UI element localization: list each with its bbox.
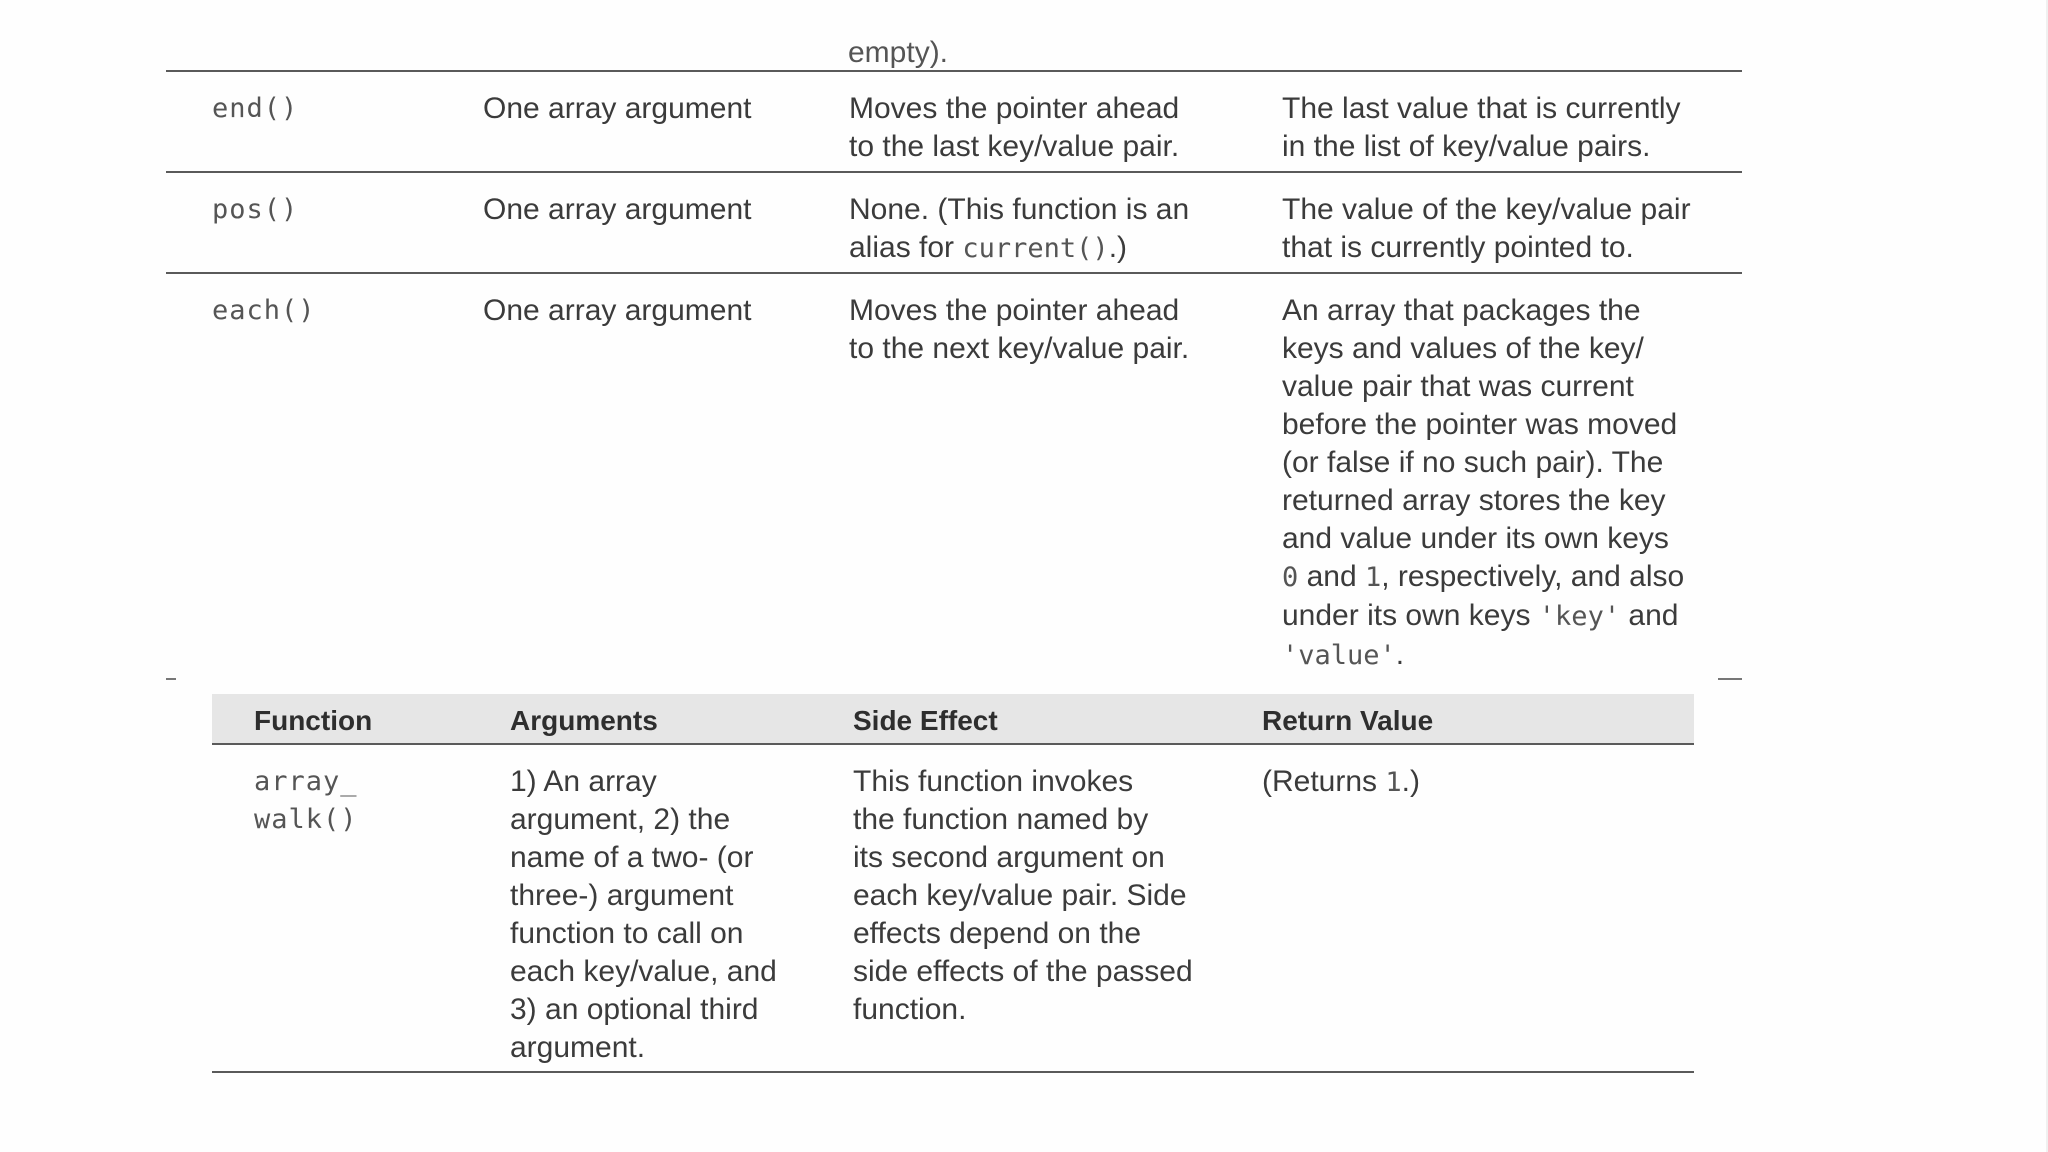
table-rule-row2 <box>166 272 1742 274</box>
side-effect-cell: None. (This function is an alias for current().) <box>849 193 1190 264</box>
return-value-cell: The last value that is currently in the list of key/value pairs. <box>1282 92 1681 163</box>
function-name-pos: pos() <box>212 194 299 225</box>
arguments-cell: One array argument <box>483 92 752 125</box>
return-value-cell: The value of the key/value pair that is currently pointed to. <box>1282 193 1691 264</box>
side-effect-cell: Moves the pointer ahead to the last key/value pair. <box>849 92 1180 163</box>
side-effect-cell: Moves the pointer ahead to the next key/value pair. <box>849 294 1190 365</box>
return-value-cell: An array that packages the keys and values of the key/ value pair that was current before the pointer was moved (or false if no such pair). The returned array stores the key and value under its own keys 0 and 1, respectively, and also under its own keys 'key' and 'value'. <box>1282 294 1685 671</box>
header-arguments: Arguments <box>510 705 658 736</box>
inline-code: 'key' <box>1538 601 1621 632</box>
inline-code: 'value' <box>1282 640 1396 671</box>
inline-code: 1 <box>1365 562 1382 593</box>
inline-code: 1 <box>1385 767 1402 798</box>
table-rule-row1 <box>166 171 1742 173</box>
side-effect-cell: This function invokes the function named by its second argument on each key/value pair. Side effects depend on the side effects of the passed function. <box>853 765 1193 1026</box>
table-header-rule <box>212 743 1694 745</box>
return-value-cell: (Returns 1.) <box>1262 765 1420 798</box>
function-name-array-walk: array_ walk() <box>254 766 358 835</box>
table-bottom-rule <box>212 1071 1694 1073</box>
function-name-each: each() <box>212 295 316 326</box>
arguments-cell: One array argument <box>483 193 752 226</box>
function-name-end: end() <box>212 93 299 124</box>
inline-code: 0 <box>1282 562 1299 593</box>
header-function: Function <box>254 705 373 736</box>
margin-tick-left <box>166 678 176 680</box>
arguments-cell: 1) An array argument, 2) the name of a two- (or three-) argument function to call on each key/value, and 3) an optional third argument. <box>510 765 777 1064</box>
arguments-cell: One array argument <box>483 294 752 327</box>
inline-code: current() <box>962 233 1109 264</box>
header-side-effect: Side Effect <box>853 705 998 736</box>
margin-tick-right <box>1718 678 1742 680</box>
cropped-text-fragment: empty). <box>848 36 949 69</box>
table-rule-top <box>166 70 1742 72</box>
header-return-value: Return Value <box>1262 705 1434 736</box>
